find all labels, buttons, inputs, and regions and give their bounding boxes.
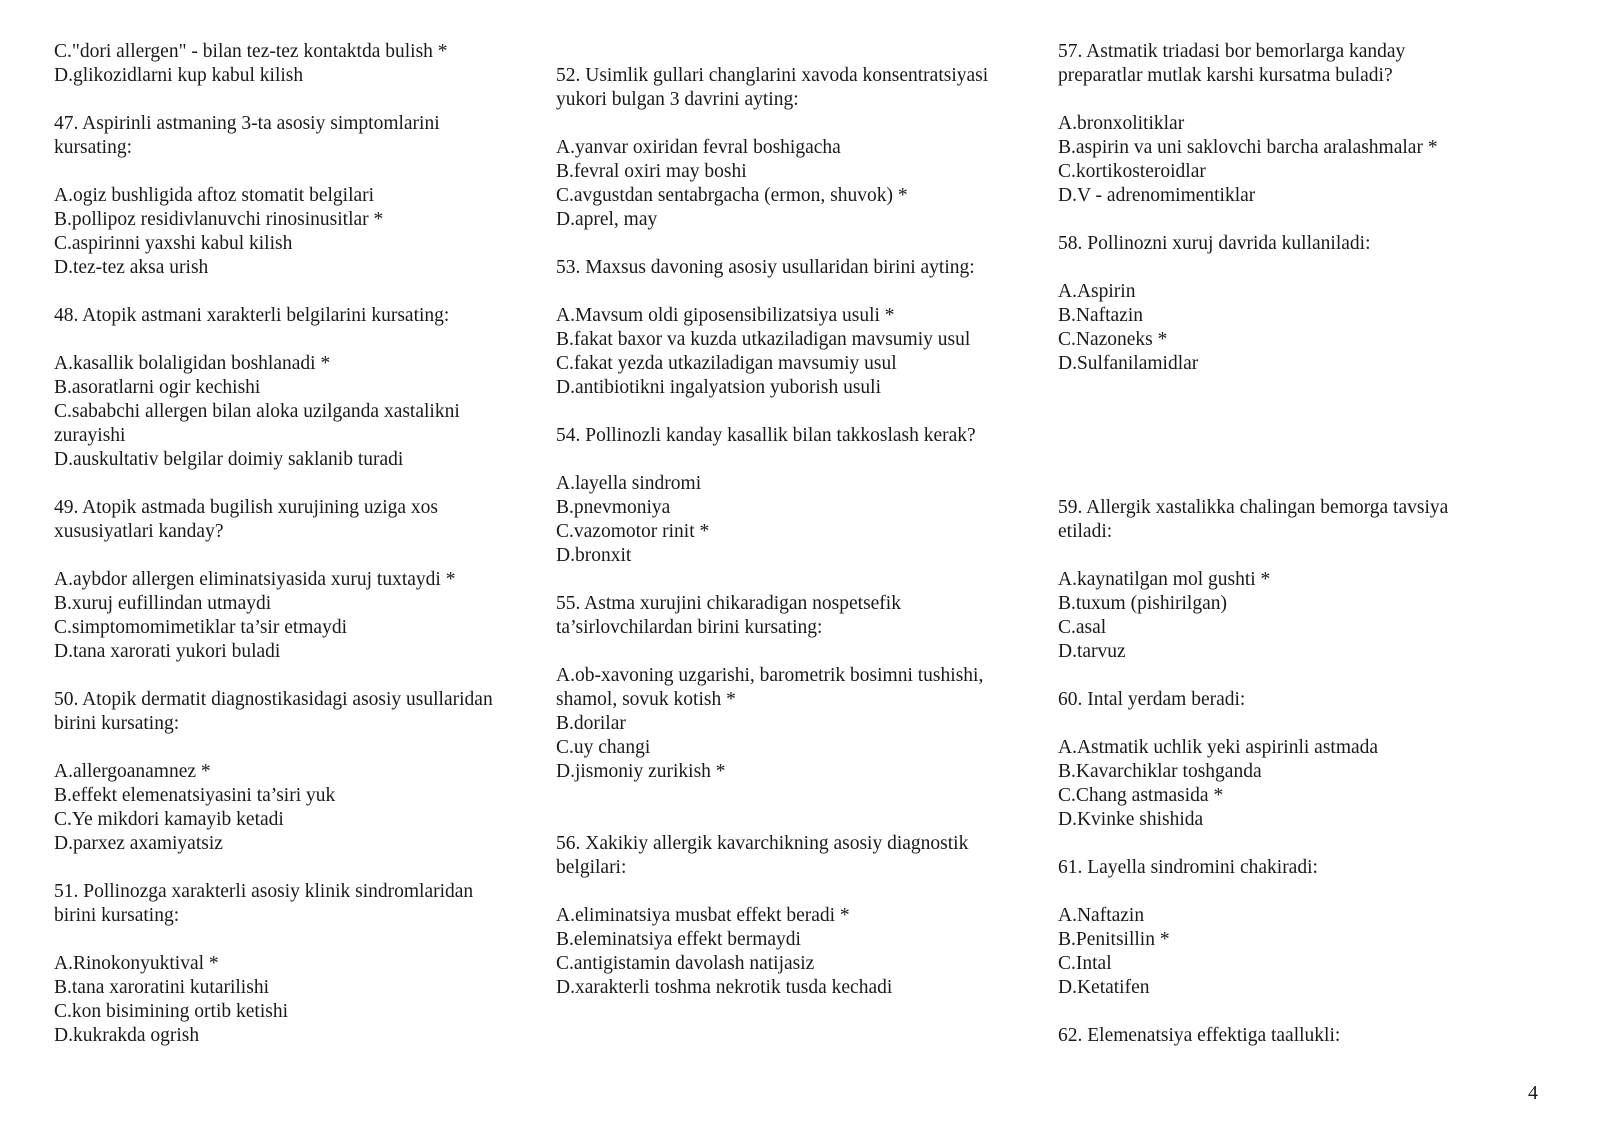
option-b: B.pollipoz residivlanuvchi rinosinusitlar * <box>54 209 384 230</box>
option-b: B.effekt elemenatsiyasini ta’siri yuk <box>54 785 336 806</box>
question-text: belgilari: <box>556 857 627 878</box>
option-a-continued: shamol, sovuk kotish * <box>556 689 736 710</box>
question-text: 54. Pollinozli kanday kasallik bilan takkoslash kerak? <box>556 425 976 446</box>
question-47 <box>54 112 532 280</box>
question-56 <box>556 832 1038 1000</box>
question-text: 51. Pollinozga xarakterli asosiy klinik sindromlaridan <box>54 881 474 902</box>
question-62 <box>1058 1024 1508 1048</box>
option-b: B.Naftazin <box>1058 305 1144 326</box>
question-text: 62. Elemenatsiya effektiga taallukli: <box>1058 1025 1341 1046</box>
option-d: D.V - adrenomimentiklar <box>1058 185 1256 206</box>
option-c: C.Intal <box>1058 953 1112 974</box>
question-50 <box>54 688 532 856</box>
question-text: 48. Atopik astmani xarakterli belgilarini kursating: <box>54 305 450 326</box>
question-text: 57. Astmatik triadasi bor bemorlarga kanday <box>1058 41 1406 62</box>
question-text: 49. Atopik astmada bugilish xurujining uziga xos <box>54 497 439 518</box>
option-b: B.tuxum (pishirilgan) <box>1058 593 1227 614</box>
option-a: A.yanvar oxiridan fevral boshigacha <box>556 137 841 158</box>
option-c: C.vazomotor rinit * <box>556 521 710 542</box>
option-b: B.asoratlarni ogir kechishi <box>54 377 261 398</box>
question-55 <box>556 592 1038 784</box>
option-a: A.kaynatilgan mol gushti * <box>1058 569 1271 590</box>
option-d: D.Ketatifen <box>1058 977 1150 998</box>
question-61 <box>1058 856 1508 1000</box>
question-49 <box>54 496 532 664</box>
option-a: A.allergoanamnez * <box>54 761 211 782</box>
option-a: A.Aspirin <box>1058 281 1136 302</box>
question-text: kursating: <box>54 137 132 158</box>
option-a: A.eliminatsiya musbat effekt beradi * <box>556 905 850 926</box>
question-text: 60. Intal yerdam beradi: <box>1058 689 1246 710</box>
option-d: D.auskultativ belgilar doimiy saklanib turadi <box>54 449 404 470</box>
option-a: A.Naftazin <box>1058 905 1145 926</box>
question-57 <box>1058 40 1508 208</box>
option-a: A.aybdor allergen eliminatsiyasida xuruj tuxtaydi * <box>54 569 456 590</box>
question-59 <box>1058 496 1508 664</box>
option-b: B.fakat baxor va kuzda utkaziladigan mavsumiy usul <box>556 329 971 350</box>
option-c-continued: zurayishi <box>54 425 126 446</box>
question-text: xususiyatlari kanday? <box>54 521 224 542</box>
option-b: B.dorilar <box>556 713 626 734</box>
column-2 <box>556 40 1038 1000</box>
question-text: 61. Layella sindromini chakiradi: <box>1058 857 1318 878</box>
option-c: C.antigistamin davolash natijasiz <box>556 953 815 974</box>
option-a: A.ogiz bushligida aftoz stomatit belgilari <box>54 185 375 206</box>
option-a: A.Astmatik uchlik yeki aspirinli astmada <box>1058 737 1379 758</box>
column-1 <box>54 40 532 1048</box>
option-c: C.Nazoneks * <box>1058 329 1168 350</box>
option-c: C.uy changi <box>556 737 651 758</box>
option-c: C.sababchi allergen bilan aloka uzilganda xastalikni <box>54 401 460 422</box>
intro-option-d: D.glikozidlarni kup kabul kilish <box>54 65 304 86</box>
option-c: C.kon bisimining ortib ketishi <box>54 1001 289 1022</box>
question-text: 47. Aspirinli astmaning 3-ta asosiy simptomlarini <box>54 113 440 134</box>
question-54 <box>556 424 1038 568</box>
option-b: B.pnevmoniya <box>556 497 671 518</box>
option-d: D.xarakterli toshma nekrotik tusda kechadi <box>556 977 893 998</box>
question-text: 58. Pollinozni xuruj davrida kullaniladi: <box>1058 233 1371 254</box>
option-a: A.kasallik bolaligidan boshlanadi * <box>54 353 331 374</box>
question-51 <box>54 880 532 1048</box>
option-a: A.Mavsum oldi giposensibilizatsiya usuli * <box>556 305 895 326</box>
question-48 <box>54 304 532 472</box>
question-text: preparatlar mutlak karshi kursatma buladi? <box>1058 65 1393 86</box>
question-52 <box>556 64 1038 232</box>
option-b: B.aspirin va uni saklovchi barcha aralashmalar * <box>1058 137 1438 158</box>
option-b: B.eleminatsiya effekt bermaydi <box>556 929 801 950</box>
option-a: A.Rinokonyuktival * <box>54 953 219 974</box>
option-b: B.tana xaroratini kutarilishi <box>54 977 269 998</box>
option-c: C.avgustdan sentabrgacha (ermon, shuvok) * <box>556 185 908 206</box>
option-a: A.bronxolitiklar <box>1058 113 1185 134</box>
option-d: D.Sulfanilamidlar <box>1058 353 1199 374</box>
option-d: D.tarvuz <box>1058 641 1126 662</box>
question-text: 52. Usimlik gullari changlarini xavoda konsentratsiyasi <box>556 65 989 86</box>
option-d: D.jismoniy zurikish * <box>556 761 726 782</box>
option-b: B.fevral oxiri may boshi <box>556 161 747 182</box>
question-text: etiladi: <box>1058 521 1113 542</box>
option-d: D.bronxit <box>556 545 632 566</box>
option-b: B.Kavarchiklar toshganda <box>1058 761 1262 782</box>
option-c: C.kortikosteroidlar <box>1058 161 1206 182</box>
question-text: yukori bulgan 3 davrini ayting: <box>556 89 799 110</box>
question-text: 53. Maxsus davoning asosiy usullaridan birini ayting: <box>556 257 975 278</box>
option-d: D.aprel, may <box>556 209 658 230</box>
question-text: 59. Allergik xastalikka chalingan bemorga tavsiya <box>1058 497 1449 518</box>
option-c: C.aspirinni yaxshi kabul kilish <box>54 233 293 254</box>
option-c: C.Chang astmasida * <box>1058 785 1224 806</box>
option-d: D.antibiotikni ingalyatsion yuborish usuli <box>556 377 881 398</box>
page-number: 4 <box>1528 1082 1538 1104</box>
question-text: ta’sirlovchilardan birini kursating: <box>556 617 823 638</box>
intro-option-c: C."dori allergen" - bilan tez-tez kontaktda bulish * <box>54 41 448 62</box>
question-60 <box>1058 688 1508 832</box>
option-d: D.kukrakda ogrish <box>54 1025 200 1046</box>
option-c: C.fakat yezda utkaziladigan mavsumiy usul <box>556 353 897 374</box>
question-text: birini kursating: <box>54 905 180 926</box>
option-d: D.Kvinke shishida <box>1058 809 1204 830</box>
question-text: 50. Atopik dermatit diagnostikasidagi asosiy usullaridan <box>54 689 493 710</box>
option-c: C.simptomomimetiklar ta’sir etmaydi <box>54 617 348 638</box>
question-53 <box>556 256 1038 400</box>
question-text: 56. Xakikiy allergik kavarchikning asosiy diagnostik <box>556 833 969 854</box>
question-text: birini kursating: <box>54 713 180 734</box>
option-d: D.tana xarorati yukori buladi <box>54 641 281 662</box>
column-3 <box>1058 40 1508 1048</box>
question-text: 55. Astma xurujini chikaradigan nospetsefik <box>556 593 901 614</box>
option-d: D.parxez axamiyatsiz <box>54 833 223 854</box>
question-58 <box>1058 232 1508 376</box>
option-d: D.tez-tez aksa urish <box>54 257 209 278</box>
option-b: B.xuruj eufillindan utmaydi <box>54 593 272 614</box>
option-c: C.asal <box>1058 617 1107 638</box>
option-a: A.ob-xavoning uzgarishi, barometrik bosimni tushishi, <box>556 665 984 686</box>
option-b: B.Penitsillin * <box>1058 929 1170 950</box>
option-a: A.layella sindromi <box>556 473 702 494</box>
option-c: C.Ye mikdori kamayib ketadi <box>54 809 284 830</box>
